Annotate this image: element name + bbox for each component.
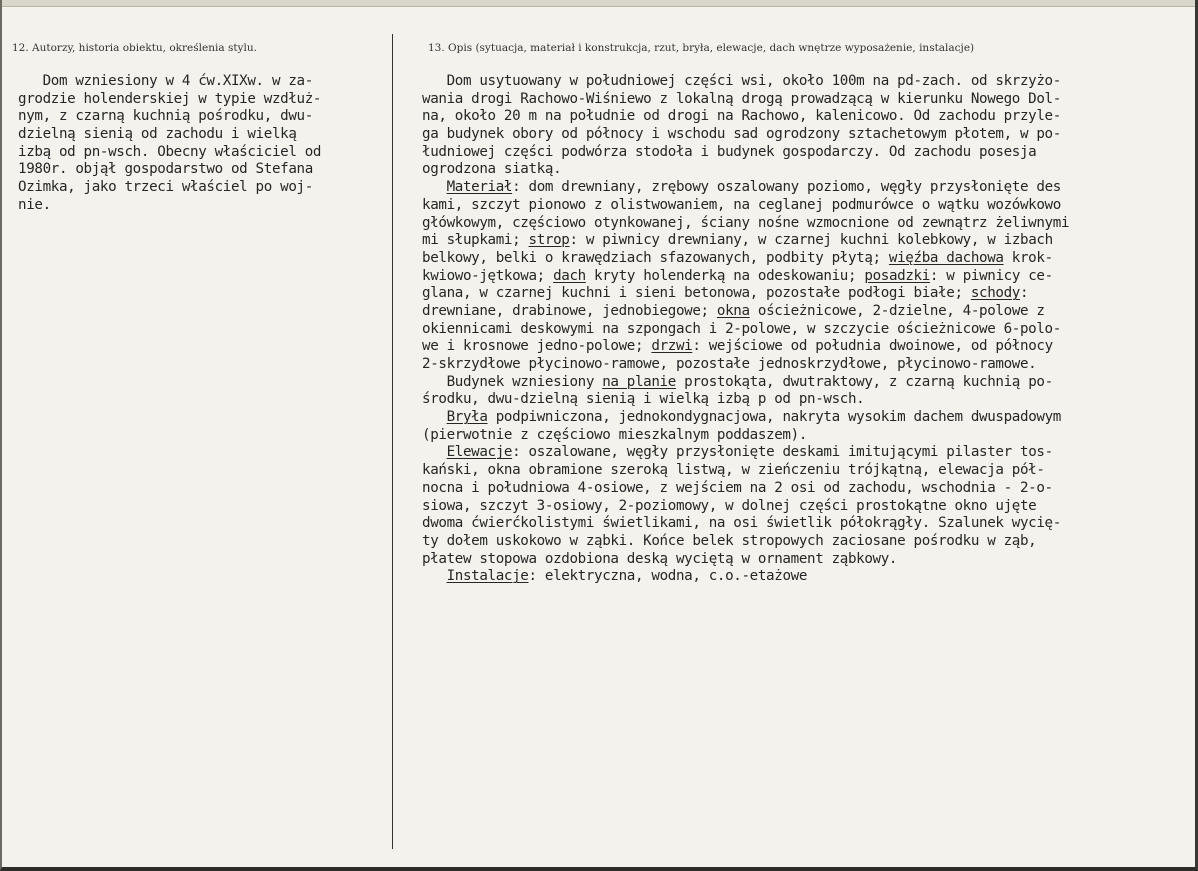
section-keyword: strop <box>528 232 570 249</box>
description-segment: Budynek wzniesiony <box>422 373 603 390</box>
history-line: dzielną sienią od zachodu i wielką <box>18 126 297 143</box>
description-line <box>422 338 1197 356</box>
description-segment: główkowym, częściowo otynkowanej, ściany nośne wzmocnione od zewnątrz żeliwnymi <box>422 214 1070 231</box>
description-line <box>422 215 1197 233</box>
section-keyword: okna <box>716 302 750 319</box>
section-12-header: 12. Autorzy, historia obiektu, określenia stylu. <box>12 42 257 54</box>
description-segment: podpiwniczona, jednokondygnacjowa, nakryta wysokim dachem dwuspadowym <box>487 409 1061 426</box>
description-segment: belkowy, belki o krawędziach sfazowanych, podbity płytą; <box>422 249 889 266</box>
description-segment: dwoma ćwierćkolistymi świetlikami, na osi świetlik półokrągły. Szalunek wycię- <box>422 515 1061 532</box>
description-segment: : wejściowe od południa dwoinowe, od północy <box>692 338 1053 355</box>
description-segment: we i krosnowe jedno-polowe; <box>422 338 652 355</box>
description-segment: środku, dwu-dzielną sienią i wielką izbą p od pn-wsch. <box>422 391 865 408</box>
description-segment: glana, w czarnej kuchni i sieni betonowa, pozostałe podłogi białe; <box>422 285 971 302</box>
description-segment: 2-skrzydłowe płycinowo-ramowe, pozostałe jednoskrzydłowe, płycinowo-ramowe. <box>422 356 1037 372</box>
description-segment: : elektryczna, wodna, c.o.-etażowe <box>528 568 808 585</box>
section-keyword: Bryła <box>446 409 488 426</box>
top-edge <box>2 0 1195 7</box>
section-keyword: Instalacje <box>446 568 529 585</box>
description-segment: Dom usytuowany w południowej części wsi, około 100m na pd-zach. od skrzyżo- <box>422 73 1061 89</box>
description-line <box>422 126 1197 144</box>
description-segment: ty dołem uskokowo w ząbki. Końce belek stropowych zaciosane pośrodku w ząb, <box>422 532 1037 549</box>
description-line <box>422 108 1197 126</box>
description-segment: ościeżnicowe, 2-dzielne, 4-polowe z <box>749 302 1045 319</box>
history-line: 1980r. objął gospodarstwo od Stefana <box>18 161 313 178</box>
description-line <box>422 268 1197 286</box>
description-segment <box>422 568 447 584</box>
description-segment: : dom drewniany, zrębowy oszalowany poziomo, węgły przysłonięte des <box>512 179 1061 196</box>
description-line <box>422 568 1197 586</box>
description-line <box>422 303 1197 321</box>
description-segment: : w piwnicy drewniany, w czarnej kuchni kolebkowy, w izbach <box>569 232 1053 249</box>
description-segment: : oszalowane, węgły przysłonięte deskami imitującymi pilaster tos- <box>512 444 1053 461</box>
description-segment: płatew stopowa ozdobiona deską wyciętą w ornament ząbkowy. <box>422 550 898 567</box>
section-keyword: dach <box>553 267 586 284</box>
section-keyword: Materiał <box>446 179 513 196</box>
description-line <box>422 444 1197 462</box>
history-text <box>18 73 390 215</box>
description-line <box>422 551 1197 569</box>
history-line: grodzie holenderskiej w typie wzdłuż- <box>18 90 322 107</box>
description-line <box>422 197 1197 215</box>
description-segment: prostokąta, dwutraktowy, z czarną kuchnią po- <box>675 373 1053 390</box>
description-line <box>422 179 1197 197</box>
description-line <box>422 374 1197 392</box>
section-keyword: schody <box>970 285 1020 302</box>
description-line <box>422 391 1197 409</box>
description-segment: kański, okna obramione szeroką listwą, w zieńczeniu trójkątną, elewacja pół- <box>422 462 1045 479</box>
description-line <box>422 161 1197 179</box>
description-segment: kwiowo-jętkowa; <box>422 267 554 284</box>
description-line <box>422 73 1197 91</box>
section-keyword: Elewacje <box>446 444 513 461</box>
description-line <box>422 498 1197 516</box>
section-13-header: 13. Opis (sytuacja, materiał i konstrukcja, rzut, bryła, elewacje, dach wnętrze wyposażenie, instalacje) <box>428 42 975 54</box>
description-line <box>422 144 1197 162</box>
description-line <box>422 533 1197 551</box>
section-keyword: posadzki <box>864 267 930 284</box>
description-text <box>422 73 1197 586</box>
description-line <box>422 321 1197 339</box>
section-keyword: na planie <box>602 373 676 390</box>
description-segment <box>422 179 447 195</box>
description-line <box>422 356 1197 374</box>
description-segment: okiennicami deskowymi na szpongach i 2-polowe, w szczycie ościeżnicowe 6-polo- <box>422 320 1061 337</box>
description-segment: wania drogi Rachowo-Wiśniewo z lokalną drogą prowadzącą w kierunku Nowego Dol- <box>422 90 1061 107</box>
description-line <box>422 462 1197 480</box>
history-line: Dom wzniesiony w 4 ćw.XIXw. w za- <box>18 73 313 89</box>
description-line <box>422 427 1197 445</box>
description-line <box>422 480 1197 498</box>
column-divider <box>392 34 393 849</box>
description-segment: : w piwnicy ce- <box>929 267 1053 284</box>
section-keyword: więźba dachowa <box>888 249 1004 266</box>
description-segment: kami, szczyt pionowo z olistwowaniem, na ceglanej podmurówce o wątku wozówkowo <box>422 196 1061 213</box>
history-line: Ozimka, jako trzeci właściel po woj- <box>18 179 313 196</box>
description-line <box>422 515 1197 533</box>
description-line <box>422 232 1197 250</box>
description-segment: ogrodzona siatką. <box>422 161 562 178</box>
description-segment <box>422 409 447 425</box>
description-segment: ga budynek obory od północy i wschodu sad ogrodzony sztachetowym płotem, w po- <box>422 126 1061 143</box>
history-line: izbą od pn-wsch. Obecny właściciel od <box>18 143 322 160</box>
description-segment <box>422 444 447 460</box>
description-line <box>422 285 1197 303</box>
description-line <box>422 91 1197 109</box>
section-keyword: drzwi <box>651 338 693 355</box>
description-segment: mi słupkami; <box>422 232 529 249</box>
description-segment: nocna i południowa 4-osiowe, z wejściem na 2 osi od zachodu, wschodnia - 2-o- <box>422 479 1053 496</box>
description-segment: łudniowej części podwórza stodoła i budynek gospodarczy. Od zachodu posesja <box>422 143 1037 160</box>
description-segment: na, około 20 m na południe od drogi na Rachowo, kalenicowo. Od zachodu przyle- <box>422 108 1061 125</box>
description-segment: drewniane, drabinowe, jednobiegowe; <box>422 302 717 319</box>
description-segment: siowa, szczyt 3-osiowy, 2-poziomowy, w dolnej części prostokątne okno ujęte <box>422 497 1037 514</box>
description-line <box>422 250 1197 268</box>
description-segment: krok- <box>1003 249 1053 266</box>
description-line <box>422 409 1197 427</box>
description-segment: : <box>1020 285 1029 302</box>
history-line: nie. <box>18 196 51 213</box>
description-segment: (pierwotnie z częściowo mieszkalnym poddaszem). <box>422 426 808 443</box>
history-line: nym, z czarną kuchnią pośrodku, dwu- <box>18 108 313 125</box>
description-segment: kryty holenderką na odeskowaniu; <box>585 267 865 284</box>
